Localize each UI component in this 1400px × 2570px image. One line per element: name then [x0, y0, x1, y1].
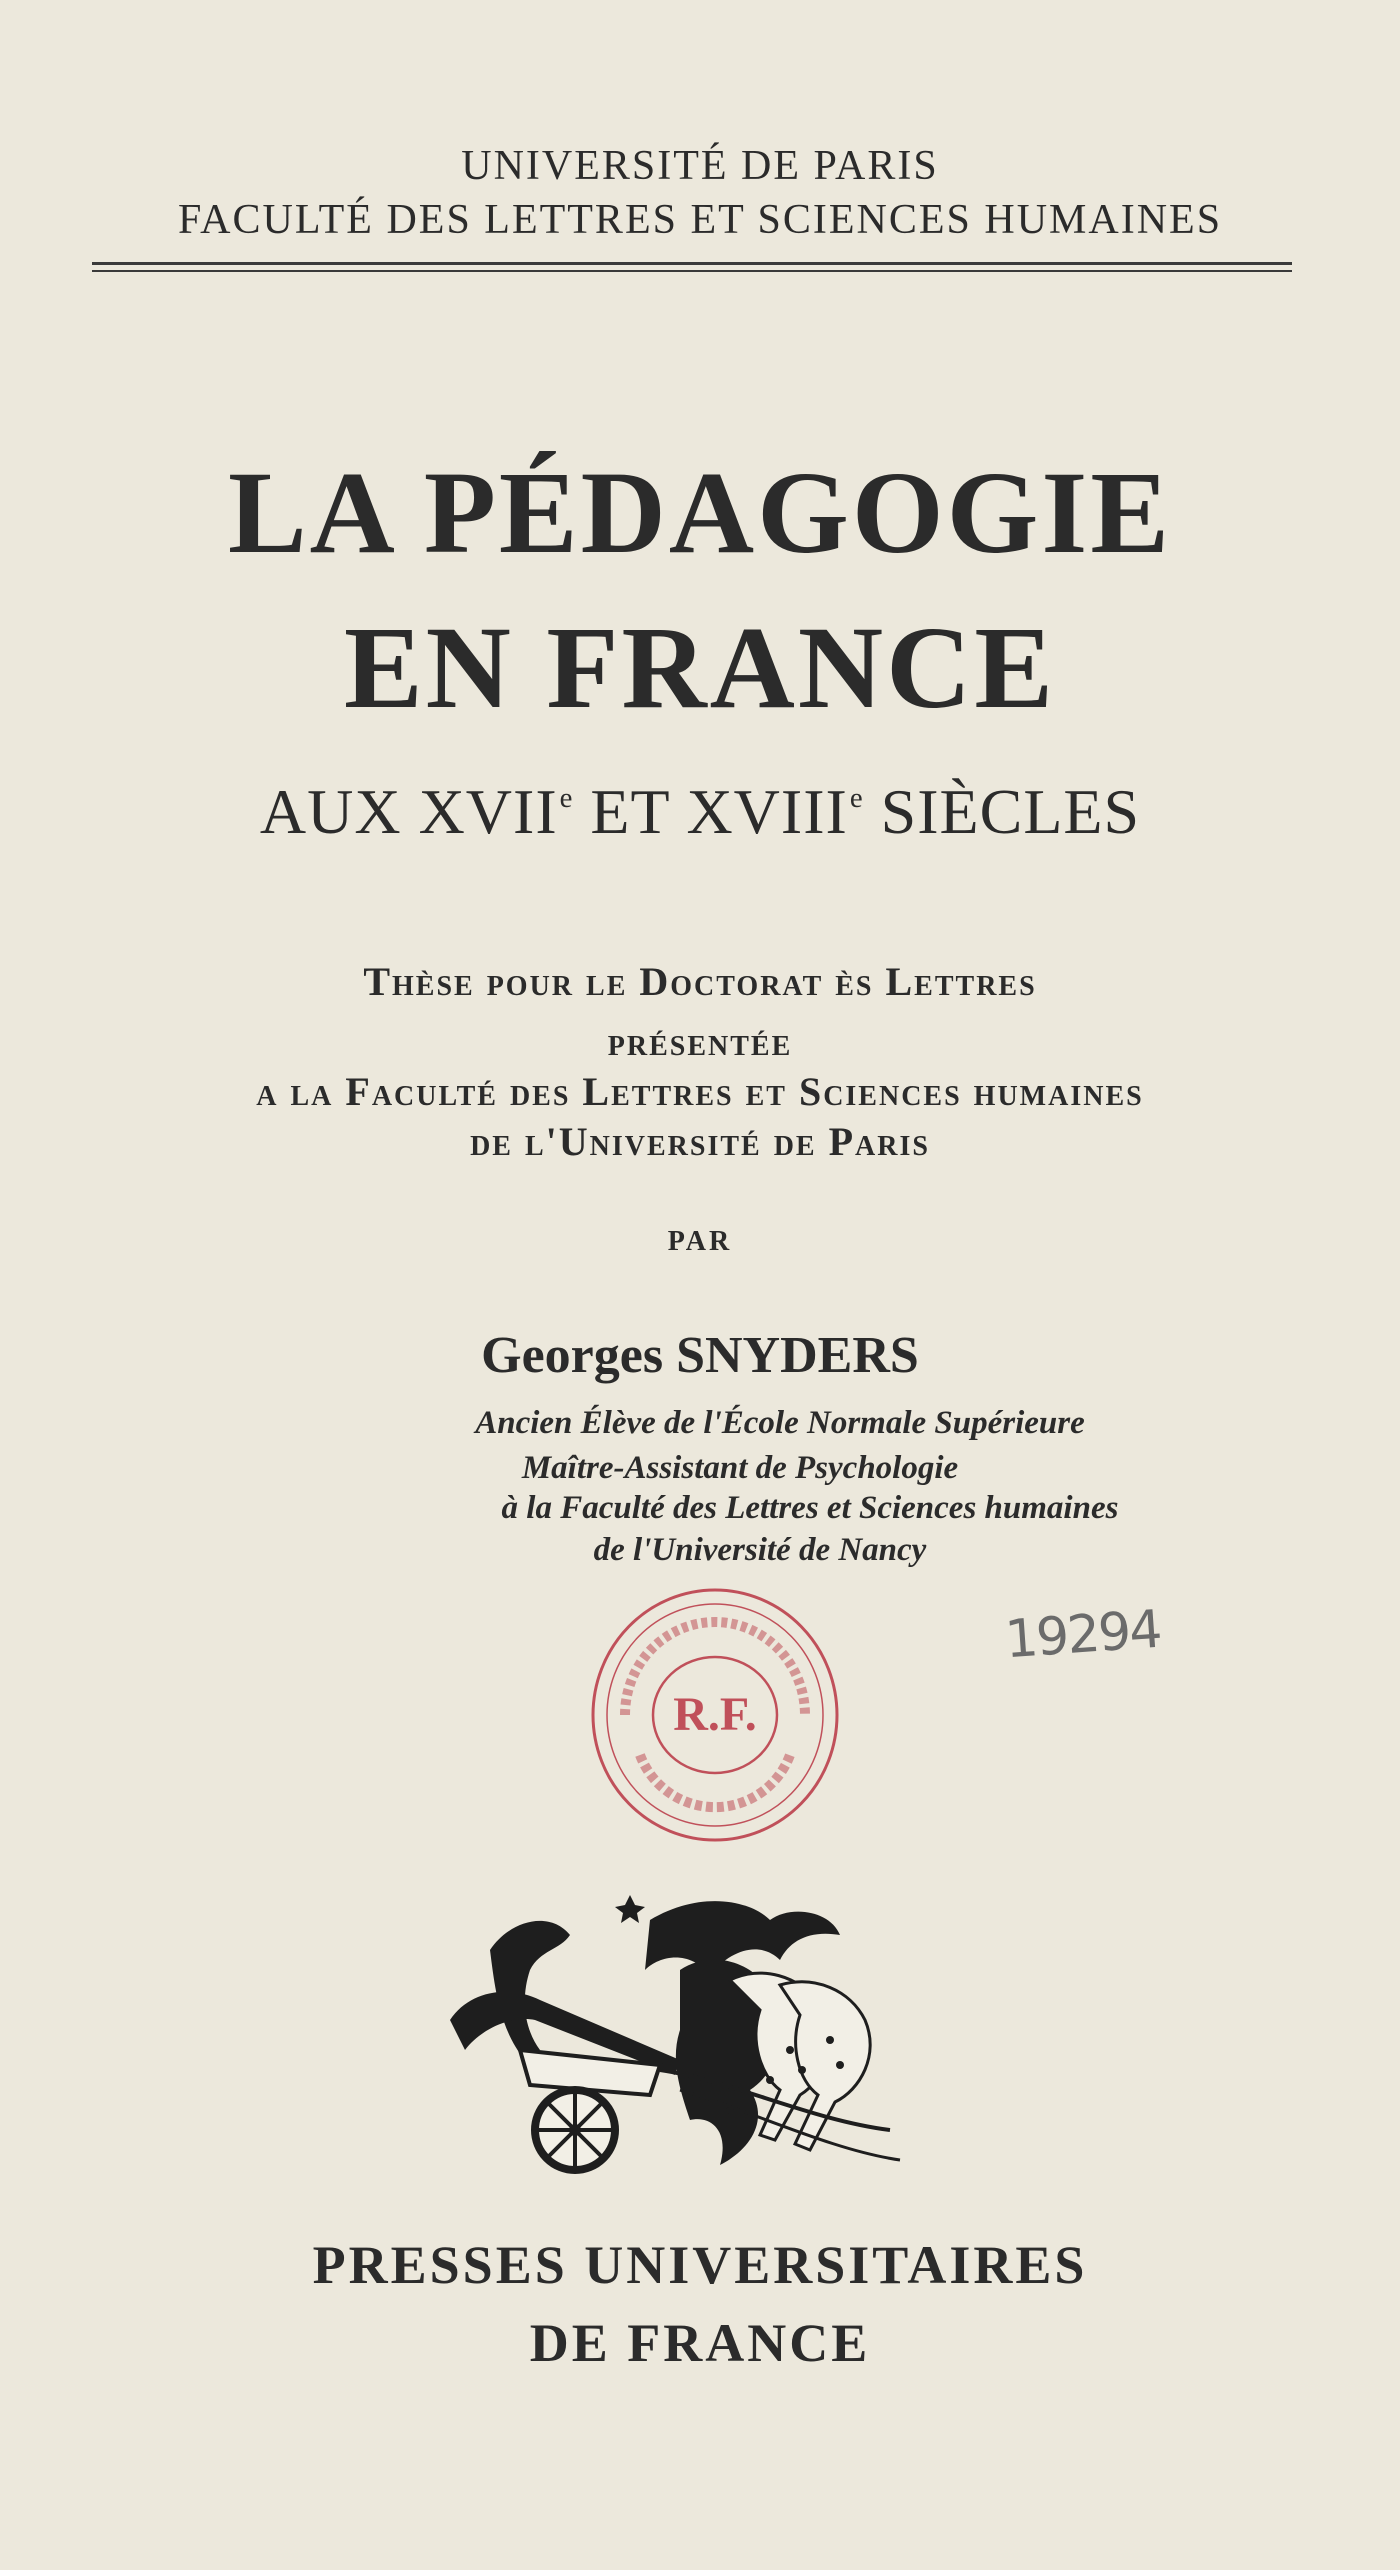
- library-stamp: [585, 1580, 845, 1850]
- title-sup-2: e: [849, 782, 864, 815]
- by-label: PAR: [667, 1226, 733, 1257]
- author-name: Georges SNYDERS: [481, 1327, 919, 1384]
- author-credential-2: Maître-Assistant de Psychologie: [521, 1450, 959, 1486]
- shelfmark: 19294: [1003, 1599, 1163, 1671]
- thesis-line-3: a la Faculté des Lettres et Sciences humaines: [256, 1069, 1144, 1114]
- author-credential-3: à la Faculté des Lettres et Sciences humaines: [501, 1490, 1119, 1526]
- publisher-chariot-logo: [430, 1880, 950, 2200]
- publisher-line-1: PRESSES UNIVERSITAIRES: [312, 2235, 1088, 2295]
- author-credential-1: Ancien Élève de l'École Normale Supérieure: [475, 1405, 1085, 1441]
- title-line-1: LA PÉDAGOGIE: [227, 447, 1173, 578]
- title-line-2: EN FRANCE: [343, 602, 1057, 733]
- institution-line-2: FACULTÉ DES LETTRES ET SCIENCES HUMAINES: [177, 197, 1223, 243]
- thesis-line-1: Thèse pour le Doctorat ès Lettres: [363, 959, 1037, 1004]
- title-part-1: AUX XVII: [259, 776, 558, 847]
- title-part-2: ET XVIII: [590, 776, 848, 847]
- header-rule-top: [92, 262, 1292, 265]
- thesis-line-2: présentée: [607, 1019, 793, 1064]
- title-part-3: SIÈCLES: [880, 776, 1141, 847]
- svg-text:R.F.: R.F.: [673, 1688, 757, 1741]
- title-line-3: [0, 775, 1400, 849]
- header-rule-bottom: [92, 270, 1292, 272]
- author-credential-4: de l'Université de Nancy: [593, 1532, 927, 1568]
- institution-line-1: UNIVERSITÉ DE PARIS: [461, 143, 939, 189]
- title-sup-1: e: [559, 782, 574, 815]
- thesis-line-4: de l'Université de Paris: [470, 1119, 930, 1164]
- publisher-line-2: DE FRANCE: [529, 2313, 871, 2373]
